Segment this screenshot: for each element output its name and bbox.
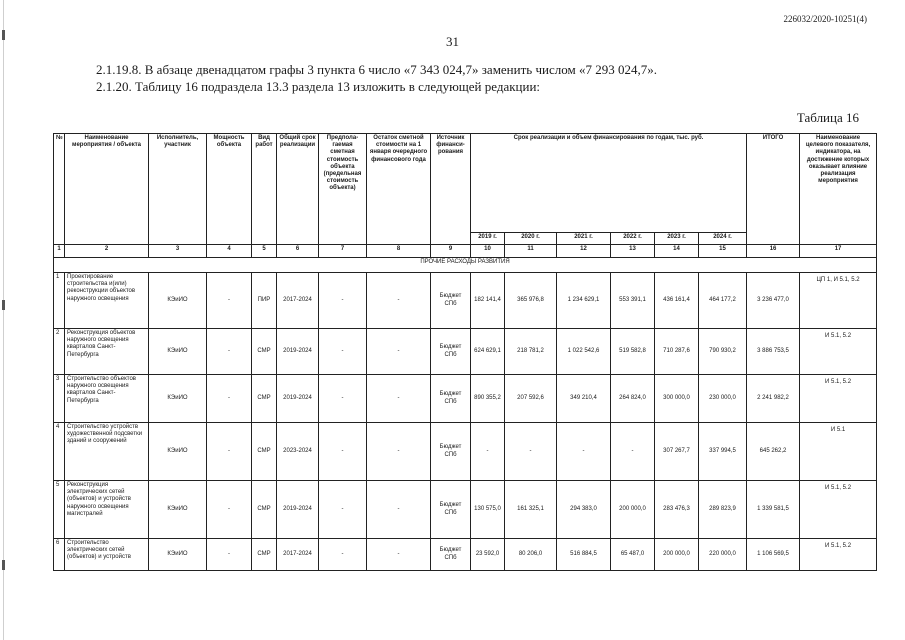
header-estimated-cost: Предпола-гаемая сметная стоимость объекта (предельная стоимость объекта) [319,134,367,245]
row-value-2022: - [611,423,655,481]
row-work-type: ПИР [252,273,277,329]
row-total: 1 339 581,5 [747,481,800,539]
row-funding-source: Бюджет СПб [431,423,471,481]
year-header: 2019 г. [471,233,505,245]
document-number: 226032/2020-10251(4) [783,14,867,24]
row-name: Реконструкция объектов наружного освещения кварталов Санкт-Петербурга [65,329,149,375]
row-power: - [207,481,252,539]
row-number: 6 [54,539,65,571]
row-power: - [207,423,252,481]
row-remaining-cost: - [367,423,431,481]
header-name: Наименование мероприятия / объекта [65,134,149,245]
row-value-2020: 161 325,1 [505,481,557,539]
page-number: 31 [446,34,459,49]
row-target-indicator: ЦП 1, И 5.1, 5.2 [800,273,877,329]
scan-margin-mark [2,300,5,310]
table-row [54,273,877,329]
year-header: 2022 г. [611,233,655,245]
row-value-2019: 23 592,0 [471,539,505,571]
column-number: 4 [207,245,252,258]
table-row [54,481,877,539]
row-value-2021: 294 383,0 [557,481,611,539]
row-value-2024: 289 823,9 [699,481,747,539]
row-funding-source: Бюджет СПб [431,273,471,329]
header-term: Общий срок реализации [277,134,319,245]
row-value-2024: 464 177,2 [699,273,747,329]
row-work-type: СМР [252,539,277,571]
row-number: 2 [54,329,65,375]
column-number: 8 [367,245,431,258]
row-power: - [207,273,252,329]
table-caption: Таблица 16 [796,110,859,125]
row-value-2022: 553 391,1 [611,273,655,329]
row-value-2021: 1 234 629,1 [557,273,611,329]
row-value-2024: 220 000,0 [699,539,747,571]
row-remaining-cost: - [367,539,431,571]
column-number: 1 [54,245,65,258]
row-power: - [207,375,252,423]
row-number: 4 [54,423,65,481]
row-power: - [207,539,252,571]
row-name: Проектирование строительства и(или) реконструкции объектов наружного освещения [65,273,149,329]
section-title: ПРОЧИЕ РАСХОДЫ РАЗВИТИЯ [54,258,877,273]
row-value-2021: 349 210,4 [557,375,611,423]
row-value-2022: 519 582,8 [611,329,655,375]
header-executor: Исполнитель, участник [149,134,207,245]
year-header: 2024 г. [699,233,747,245]
row-name: Строительство объектов наружного освещения кварталов Санкт-Петербурга [65,375,149,423]
row-term: 2019-2024 [277,329,319,375]
row-value-2021: - [557,423,611,481]
row-total: 3 236 477,0 [747,273,800,329]
year-header: 2023 г. [655,233,699,245]
row-funding-source: Бюджет СПб [431,329,471,375]
column-number: 5 [252,245,277,258]
row-value-2024: 230 000,0 [699,375,747,423]
row-number: 5 [54,481,65,539]
column-number-row [54,245,877,258]
row-estimated-cost: - [319,539,367,571]
row-total: 645 262,2 [747,423,800,481]
row-funding-source: Бюджет СПб [431,375,471,423]
column-number: 7 [319,245,367,258]
header-power: Мощность объекта [207,134,252,245]
row-executor: КЭиИО [149,539,207,571]
row-executor: КЭиИО [149,423,207,481]
row-value-2024: 790 930,2 [699,329,747,375]
header-financing-by-year: Срок реализации и объем финансирования по годам, тыс. руб. [471,134,747,233]
column-number: 16 [747,245,800,258]
row-number: 1 [54,273,65,329]
row-value-2022: 264 824,0 [611,375,655,423]
row-value-2021: 1 022 542,6 [557,329,611,375]
column-number: 10 [471,245,505,258]
column-number: 13 [611,245,655,258]
row-term: 2019-2024 [277,481,319,539]
header-target-indicator: Наименование целевого показателя, индикатора, на достижение которых оказывает влияние реализация мероприятия [800,134,877,245]
paragraph-amendment: 2.1.19.8. В абзаце двенадцатом графы 3 пункта 6 число «7 343 024,7» заменить числом «7 293 024,7». [96,62,657,77]
column-number: 15 [699,245,747,258]
row-term: 2019-2024 [277,375,319,423]
row-estimated-cost: - [319,329,367,375]
row-total: 3 886 753,5 [747,329,800,375]
row-remaining-cost: - [367,329,431,375]
row-work-type: СМР [252,329,277,375]
header-remaining-cost: Остаток сметной стоимости на 1 января очередного финансового года [367,134,431,245]
scan-margin-mark [2,560,5,570]
row-value-2019: 182 141,4 [471,273,505,329]
scan-margin-line [3,0,4,640]
column-number: 12 [557,245,611,258]
row-value-2019: 624 629,1 [471,329,505,375]
year-header: 2021 г. [557,233,611,245]
row-target-indicator: И 5.1, 5.2 [800,539,877,571]
row-work-type: СМР [252,481,277,539]
row-target-indicator: И 5.1 [800,423,877,481]
row-executor: КЭиИО [149,329,207,375]
row-executor: КЭиИО [149,375,207,423]
row-total: 2 241 982,2 [747,375,800,423]
row-value-2023: 436 161,4 [655,273,699,329]
row-name: Строительство устройств художественной подсветки зданий и сооружений [65,423,149,481]
row-funding-source: Бюджет СПб [431,539,471,571]
column-number: 3 [149,245,207,258]
row-funding-source: Бюджет СПб [431,481,471,539]
row-estimated-cost: - [319,375,367,423]
row-value-2024: 337 994,5 [699,423,747,481]
row-remaining-cost: - [367,375,431,423]
row-value-2023: 300 000,0 [655,375,699,423]
row-value-2023: 200 000,0 [655,539,699,571]
row-estimated-cost: - [319,423,367,481]
row-estimated-cost: - [319,481,367,539]
header-funding-source: Источник финанси-рования [431,134,471,245]
row-value-2020: 80 206,0 [505,539,557,571]
row-work-type: СМР [252,423,277,481]
row-value-2022: 200 000,0 [611,481,655,539]
row-target-indicator: И 5.1, 5.2 [800,481,877,539]
row-executor: КЭиИО [149,481,207,539]
header-total: ИТОГО [747,134,800,245]
column-number: 14 [655,245,699,258]
header-work-type: Вид работ [252,134,277,245]
year-header: 2020 г. [505,233,557,245]
column-number: 2 [65,245,149,258]
row-number: 3 [54,375,65,423]
row-remaining-cost: - [367,273,431,329]
row-value-2023: 283 476,3 [655,481,699,539]
row-value-2021: 516 884,5 [557,539,611,571]
table-row [54,329,877,375]
row-value-2020: 365 976,8 [505,273,557,329]
row-target-indicator: И 5.1, 5.2 [800,329,877,375]
column-number: 11 [505,245,557,258]
row-value-2019: - [471,423,505,481]
header-number: № [54,134,65,245]
column-number: 6 [277,245,319,258]
row-total: 1 106 569,5 [747,539,800,571]
row-power: - [207,329,252,375]
row-term: 2017-2024 [277,539,319,571]
financing-table [53,133,877,571]
row-estimated-cost: - [319,273,367,329]
row-term: 2017-2024 [277,273,319,329]
row-value-2020: - [505,423,557,481]
section-row [54,258,877,273]
row-value-2019: 130 575,0 [471,481,505,539]
row-value-2019: 890 355,2 [471,375,505,423]
row-name: Строительство электрических сетей (объектов) и устройств [65,539,149,571]
table-row [54,539,877,571]
column-number: 17 [800,245,877,258]
table-row [54,375,877,423]
paragraph-table-instruction: 2.1.20. Таблицу 16 подраздела 13.3 раздела 13 изложить в следующей редакции: [96,79,541,94]
row-value-2023: 710 287,6 [655,329,699,375]
row-value-2022: 65 487,0 [611,539,655,571]
row-value-2020: 207 592,6 [505,375,557,423]
row-name: Реконструкция электрических сетей (объектов) и устройств наружного освещения магистралей [65,481,149,539]
column-number: 9 [431,245,471,258]
row-executor: КЭиИО [149,273,207,329]
row-term: 2023-2024 [277,423,319,481]
row-remaining-cost: - [367,481,431,539]
row-work-type: СМР [252,375,277,423]
row-value-2023: 307 267,7 [655,423,699,481]
table-row [54,423,877,481]
row-target-indicator: И 5.1, 5.2 [800,375,877,423]
row-value-2020: 218 781,2 [505,329,557,375]
